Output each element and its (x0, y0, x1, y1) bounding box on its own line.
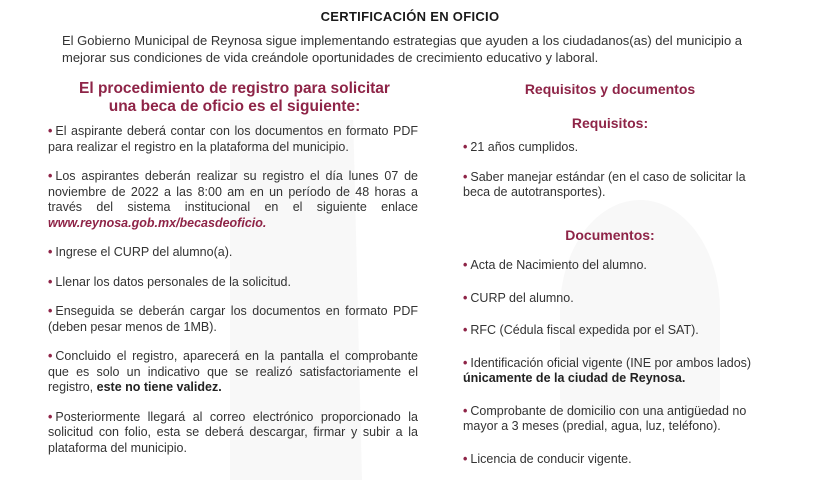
bullet-icon: • (463, 169, 468, 184)
documentos-list (463, 258, 773, 484)
documento-item-2 (463, 291, 773, 307)
procedure-item-1 (48, 124, 418, 155)
validity-note: este no tiene validez. (96, 380, 222, 394)
requisito-text: Saber manejar estándar (en el caso de solicitar la beca de autotransportes). (463, 169, 746, 199)
registration-link[interactable]: www.reynosa.gob.mx/becasdeoficio. (48, 215, 267, 230)
requisitos-list (463, 140, 773, 215)
bullet-icon: • (48, 409, 53, 424)
bullet-icon: • (463, 451, 468, 466)
bullet-icon: • (463, 355, 468, 370)
procedure-text: Llenar los datos personales de la solicitud. (55, 274, 291, 289)
procedure-list (48, 124, 418, 470)
procedure-item-5 (48, 304, 418, 335)
procedure-item-6 (48, 349, 418, 396)
procedure-heading-line1: El procedimiento de registro para solicitar (79, 80, 390, 97)
documento-text: Identificación oficial vigente (INE por ambos lados) (470, 355, 752, 370)
documento-text: CURP del alumno. (470, 290, 574, 305)
procedure-text: Enseguida se deberán cargar los documentos en formato PDF (deben pesar menos de 1MB). (48, 304, 418, 334)
procedure-item-7 (48, 410, 418, 457)
bullet-icon: • (48, 245, 53, 259)
bullet-icon: • (463, 140, 468, 154)
procedure-text: El aspirante deberá contar con los documentos en formato PDF para realizar el registro en la plataforma del municipio. (48, 124, 418, 154)
page-title: CERTIFICACIÓN EN OFICIO (320, 9, 500, 24)
bullet-icon: • (48, 124, 53, 138)
procedure-text: Ingrese el CURP del alumno(a). (55, 245, 233, 259)
procedure-item-2 (48, 169, 418, 231)
requisito-item-1 (463, 140, 773, 156)
bullet-icon: • (463, 323, 468, 337)
documento-text: Acta de Nacimiento del alumno. (470, 258, 647, 272)
documento-text: Licencia de conducir vigente. (470, 451, 632, 466)
bullet-icon: • (48, 169, 53, 183)
requisito-item-2 (463, 170, 773, 201)
documento-item-3 (463, 323, 773, 339)
procedure-heading-line2: una beca de oficio es el siguiente: (108, 98, 361, 115)
requisitos-heading: Requisitos: (571, 115, 649, 131)
procedure-text: Los aspirantes deberán realizar su registro el día lunes 07 de noviembre de 2022 a las 8:00 am en un período de 48 horas a través del sistema institucional en el siguiente enlace (48, 169, 418, 214)
procedure-text: Posteriormente llegará al correo electrónico proporcionado la solicitud con folio, esta se deberá descargar, firmar y subir a la plataforma del municipio. (48, 409, 418, 455)
bullet-icon: • (463, 258, 468, 272)
documentos-heading: Documentos: (565, 227, 655, 243)
documento-item-5 (463, 404, 773, 435)
bullet-icon: • (48, 349, 53, 363)
documento-text: RFC (Cédula fiscal expedida por el SAT). (470, 323, 699, 337)
documento-item-6 (463, 452, 773, 468)
procedure-item-4 (48, 275, 418, 291)
procedure-heading (62, 80, 407, 116)
requisito-text: 21 años cumplidos. (470, 140, 579, 154)
requirements-docs-heading: Requisitos y documentos (524, 81, 696, 97)
intro-paragraph: El Gobierno Municipal de Reynosa sigue implementando estrategias que ayuden a los ciudadanos(as) del municipio a mejorar sus condiciones de vida creándole oportunidades de crecimiento educativo y laboral. (62, 33, 743, 65)
bullet-icon: • (463, 290, 468, 305)
procedure-text: Concluido el registro, aparecerá en la pantalla el comprobante que es solo un indicativo que se realizó satisfactoriamente el registro, (48, 349, 418, 394)
bullet-icon: • (48, 304, 53, 318)
reynosa-only-note: únicamente de la ciudad de Reynosa. (463, 371, 686, 385)
documento-text: Comprobante de domicilio con una antigüedad no mayor a 3 meses (predial, agua, luz, teléfono). (463, 403, 747, 433)
documento-item-1 (463, 258, 773, 274)
bullet-icon: • (463, 403, 468, 418)
procedure-item-3 (48, 245, 418, 261)
documento-item-4 (463, 356, 773, 387)
bullet-icon: • (48, 274, 53, 289)
